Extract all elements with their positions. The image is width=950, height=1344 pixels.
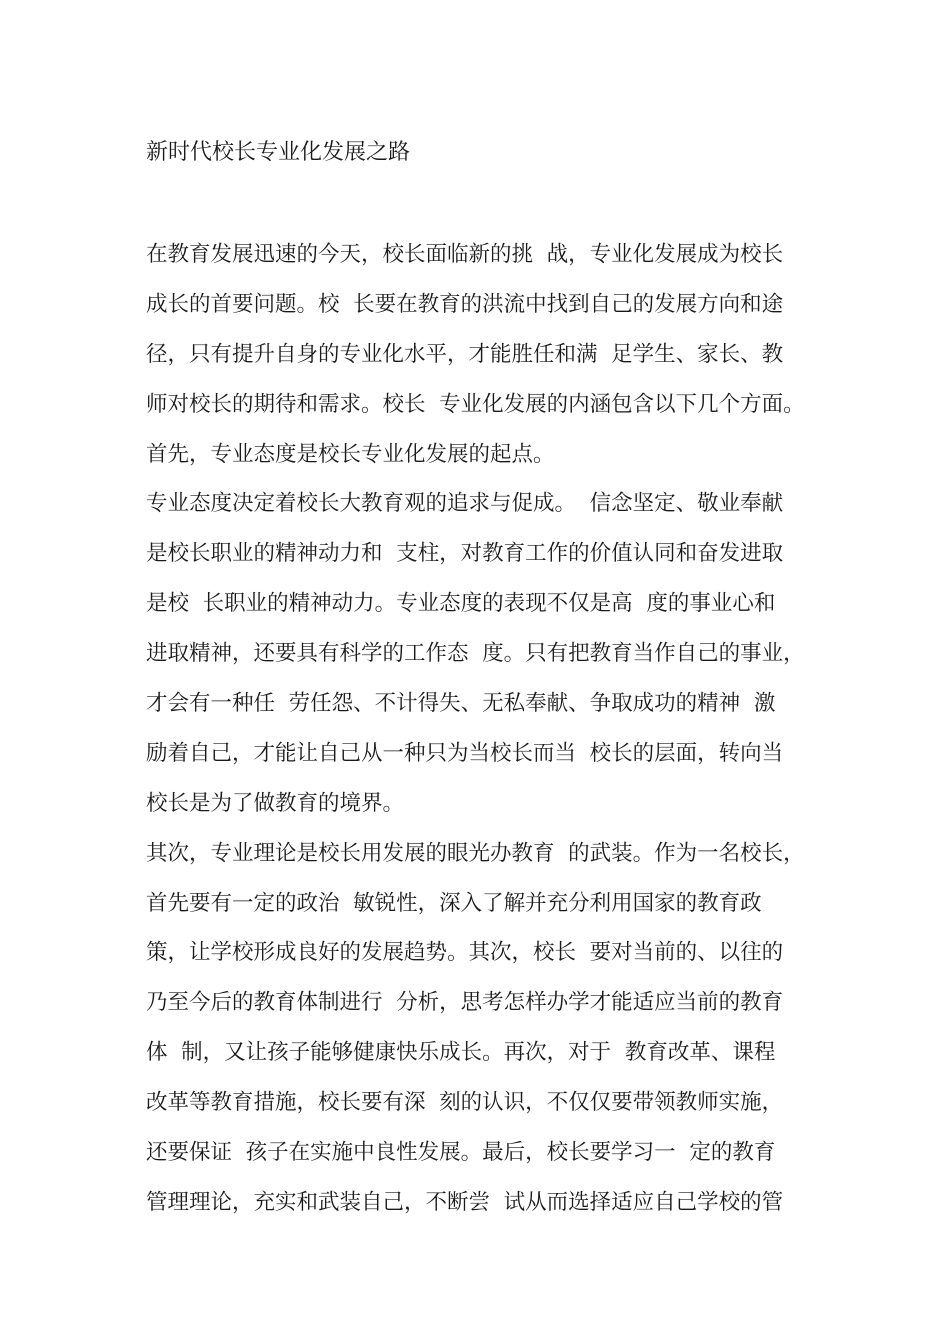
text-line: 改革等教育措施，校长要有深 刻的认识，不仅仅要带领教师实施， bbox=[146, 1090, 784, 1116]
text-line: 管理理论，充实和武装自己，不断尝 试从而选择适应自己学校的管 bbox=[146, 1189, 784, 1215]
text-line: 其次，专业理论是校长用发展的眼光办教育 的武装。作为一名校长， bbox=[146, 840, 805, 866]
text-line: 是校 长职业的精神动力。专业态度的表现不仅是高 度的事业心和 bbox=[146, 591, 776, 617]
text-line: 首先要有一定的政治 敏锐性，深入了解并充分利用国家的教育政 bbox=[146, 890, 762, 916]
text-line: 进取精神，还要具有科学的工作态 度。只有把教育当作自己的事业， bbox=[146, 641, 805, 667]
text-line: 师对校长的期待和需求。校长 专业化发展的内涵包含以下几个方面。 bbox=[146, 391, 805, 417]
text-line: 径，只有提升自身的专业化水平，才能胜任和满 足学生、家长、教 bbox=[146, 341, 784, 367]
document-title: 新时代校长专业化发展之路 bbox=[146, 140, 411, 165]
text-line: 励着自己，才能让自己从一种只为当校长而当 校长的层面，转向当 bbox=[146, 740, 784, 766]
text-line: 还要保证 孩子在实施中良性发展。最后，校长要学习一 定的教育 bbox=[146, 1140, 776, 1166]
document-body bbox=[146, 230, 836, 1228]
text-line: 体 制，又让孩子能够健康快乐成长。再次，对于 教育改革、课程 bbox=[146, 1040, 776, 1066]
text-line: 是校长职业的精神动力和 支柱，对教育工作的价值认同和奋发进取 bbox=[146, 541, 784, 567]
text-line: 才会有一种任 劳任怨、不计得失、无私奉献、争取成功的精神 激 bbox=[146, 691, 776, 717]
text-line: 乃至今后的教育体制进行 分析，思考怎样办学才能适应当前的教育 bbox=[146, 990, 784, 1016]
text-line: 首先，专业态度是校长专业化发展的起点。 bbox=[146, 441, 555, 467]
text-line: 在教育发展迅速的今天，校长面临新的挑 战，专业化发展成为校长 bbox=[146, 242, 784, 267]
text-line: 成长的首要问题。校 长要在教育的洪流中找到自己的发展方向和途 bbox=[146, 291, 784, 317]
text-line: 策，让学校形成良好的发展趋势。其次，校长 要对当前的、以往的 bbox=[146, 940, 784, 966]
text-line: 专业态度决定着校长大教育观的追求与促成。 信念坚定、敬业奉献 bbox=[146, 491, 784, 517]
text-line: 校长是为了做教育的境界。 bbox=[146, 790, 405, 816]
